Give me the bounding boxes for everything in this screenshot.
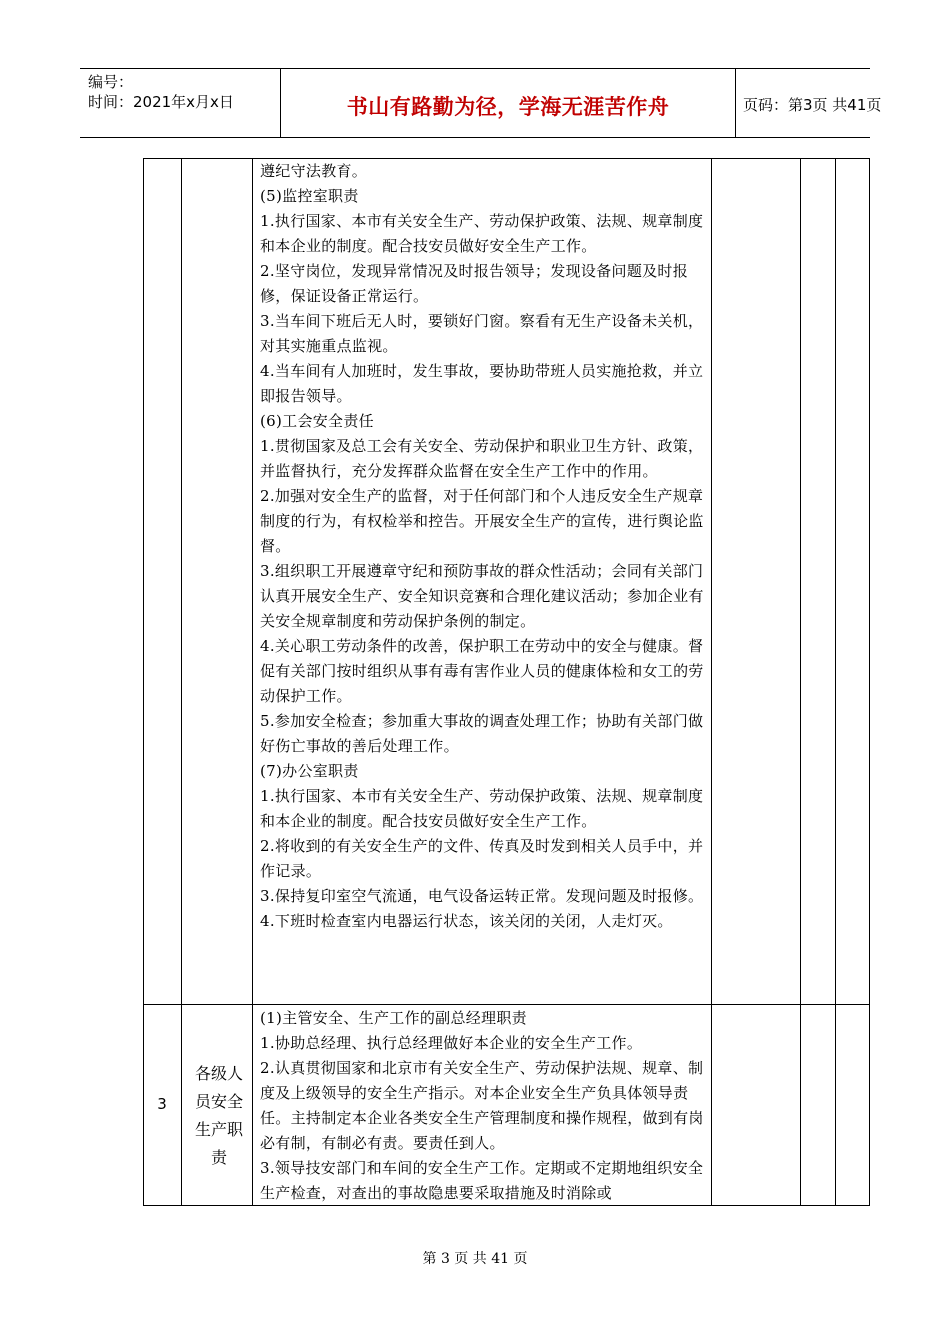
paragraph: 2.加强对安全生产的监督，对于任何部门和个人违反安全生产规章制度的行为，有权检举和控告。开展安全生产的宣传，进行舆论监督。	[260, 487, 704, 555]
row-number: 3	[157, 1095, 167, 1113]
row-category: 各级人员安全生产职责	[194, 1064, 243, 1167]
paragraph: 1.执行国家、本市有关安全生产、劳动保护政策、法规、规章制度和本企业的制度。配合技安员做好安全生产工作。	[260, 787, 704, 830]
header-motto-cell	[280, 69, 736, 137]
section-b-content	[260, 1006, 710, 1206]
col-border	[869, 158, 870, 1206]
paragraph: 2.坚守岗位，发现异常情况及时报告领导；发现设备问题及时报修，保证设备正常运行。	[260, 262, 689, 305]
paragraph: 4.下班时检查室内电器运行状态，该关闭的关闭，人走灯灭。	[260, 912, 673, 930]
paragraph: 4.关心职工劳动条件的改善，保护职工在劳动中的安全与健康。督促有关部门按时组织从事有毒有害作业人员的健康体检和女工的劳动保护工作。	[260, 637, 704, 705]
code-label: 编号：	[88, 73, 134, 91]
paragraph: (7)办公室职责	[260, 762, 359, 780]
paragraph: (5)监控室职责	[260, 187, 359, 205]
header-meta	[80, 69, 280, 137]
col-border	[835, 158, 836, 1206]
col-border	[711, 158, 712, 1206]
paragraph: 4.当车间有人加班时，发生事故，要协助带班人员实施抢救，并立即报告领导。	[260, 362, 704, 405]
paragraph: 3.保持复印室空气流通，电气设备运转正常。发现问题及时报修。	[260, 887, 704, 905]
col-border	[252, 158, 253, 1206]
header-page-cell	[735, 69, 882, 137]
paragraph: (6)工会安全责任	[260, 412, 374, 430]
paragraph: 1.执行国家、本市有关安全生产、劳动保护政策、法规、规章制度和本企业的制度。配合技安员做好安全生产工作。	[260, 212, 704, 255]
col-border	[143, 158, 144, 1206]
col-border	[800, 158, 801, 1206]
row-divider	[143, 1004, 870, 1005]
page-label: 页码：第3页 共41页	[743, 96, 882, 114]
paragraph: 遵纪守法教育。	[260, 162, 368, 180]
paragraph: 3.领导技安部门和车间的安全生产工作。定期或不定期地组织安全生产检查，对查出的事故隐患要采取措施及时消除或	[260, 1159, 704, 1202]
page-header	[80, 68, 882, 138]
section-a-content	[260, 159, 710, 934]
paragraph: 2.将收到的有关安全生产的文件、传真及时发到相关人员手中，并作记录。	[260, 837, 704, 880]
motto: 书山有路勤为径，学海无涯苦作舟	[346, 95, 670, 119]
paragraph: (1)主管安全、生产工作的副总经理职责	[260, 1009, 527, 1027]
paragraph: 5.参加安全检查；参加重大事故的调查处理工作；协助有关部门做好伤亡事故的善后处理工作。	[260, 712, 704, 755]
page-footer: 第 3 页 共 41 页	[422, 1251, 528, 1267]
paragraph: 1.贯彻国家及总工会有关安全、劳动保护和职业卫生方针、政策，并监督执行，充分发挥群众监督在安全生产工作中的作用。	[260, 437, 704, 480]
paragraph: 3.当车间下班后无人时，要锁好门窗。察看有无生产设备未关机，对其实施重点监视。	[260, 312, 704, 355]
paragraph: 3.组织职工开展遵章守纪和预防事故的群众性活动；会同有关部门认真开展安全生产、安全知识竞赛和合理化建议活动；参加企业有关安全规章制度和劳动保护条例的制定。	[260, 562, 704, 630]
paragraph: 2.认真贯彻国家和北京市有关安全生产、劳动保护法规、规章、制度及上级领导的安全生产指示。对本企业安全生产负具体领导责任。主持制定本企业各类安全生产管理制度和操作规程，做到有岗必有制，有制必有责。要责任到人。	[260, 1059, 704, 1152]
paragraph: 1.协助总经理、执行总经理做好本企业的安全生产工作。	[260, 1034, 643, 1052]
col-border	[181, 158, 182, 1206]
time-label: 时间：2021年x月x日	[88, 93, 234, 111]
